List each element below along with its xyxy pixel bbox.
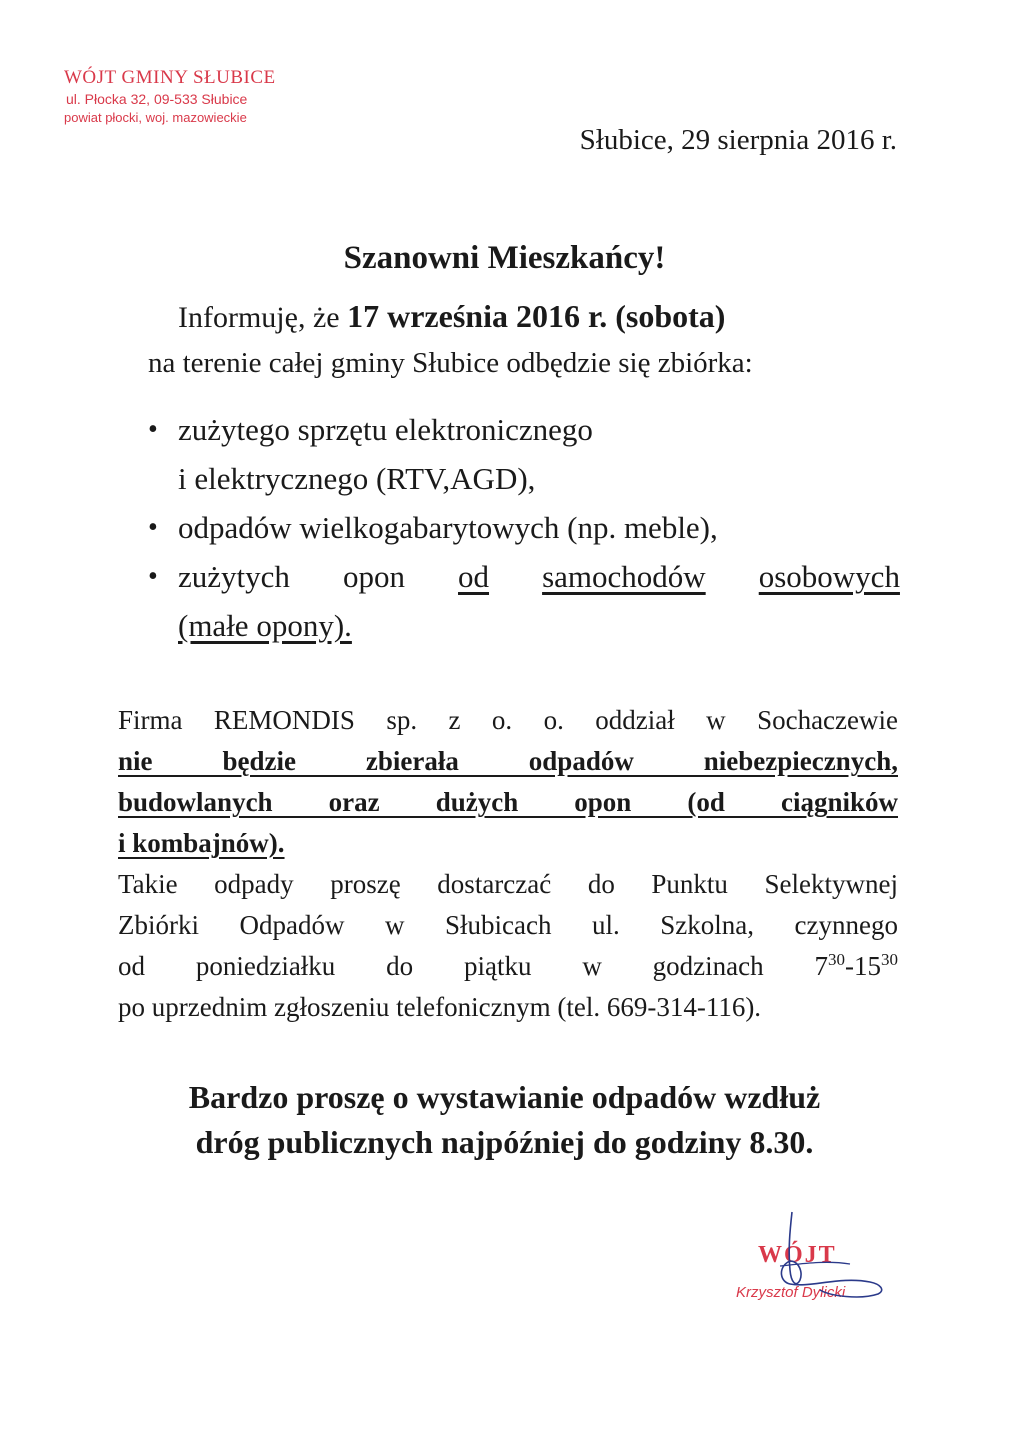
- opening-hours: [815, 951, 899, 981]
- list-item-text: zużytego sprzętu elektronicznego: [178, 412, 593, 447]
- letter-date: Słubice, 29 sierpnia 2016 r.: [579, 124, 897, 156]
- hours-start: 7: [814, 951, 828, 981]
- list-item: [148, 552, 900, 650]
- signature-block: [730, 1210, 900, 1320]
- stamp-title: WÓJT GMINY SŁUBICE: [64, 67, 276, 88]
- list-item-line: [178, 552, 900, 601]
- list-item-text: i elektrycznego (RTV,AGD),: [178, 461, 536, 496]
- stamp-county: powiat płocki, woj. mazowieckie: [64, 110, 247, 125]
- greeting-heading: Szanowni Mieszkańcy!: [343, 240, 666, 276]
- list-item: [148, 503, 900, 552]
- final-line: Bardzo proszę o wystawianie odpadów wzdłuż: [188, 1079, 821, 1115]
- list-item-text: odpadów wielkogabarytowych (np. meble),: [178, 510, 718, 545]
- notice-hours-text: od poniedziałku do piątku w godzinach: [118, 951, 764, 981]
- notice-bold-line: nie będzie zbierała odpadów niebezpiecznych,: [118, 746, 898, 776]
- notice-bold-line: i kombajnów).: [118, 828, 285, 858]
- notice-paragraph: [118, 700, 898, 1028]
- office-stamp: [64, 66, 276, 127]
- notice-bold-line: budowlanych oraz dużych opon (od ciągników: [118, 787, 898, 817]
- signature-stamp-name: Krzysztof Dylicki: [736, 1284, 846, 1301]
- final-request: [0, 1075, 1009, 1165]
- intro-prefix: Informuję, że: [178, 301, 348, 334]
- notice-line: Takie odpady proszę dostarczać do Punktu Selektywnej: [118, 869, 898, 899]
- signature-stamp-title: WÓJT: [758, 1242, 837, 1268]
- hours-end-min: 30: [881, 950, 898, 969]
- notice-line: po uprzednim zgłoszeniu telefonicznym (tel. 669-314-116).: [118, 992, 762, 1022]
- final-line: dróg publicznych najpóźniej do godziny 8.30.: [195, 1124, 814, 1160]
- hours-end: -15: [845, 951, 881, 981]
- notice-line: Zbiórki Odpadów w Słubicach ul. Szkolna, czynnego: [118, 910, 898, 940]
- list-word: opon: [342, 559, 405, 594]
- intro-line: [178, 298, 725, 335]
- list-word: od: [458, 559, 490, 594]
- list-word: osobowych: [758, 559, 900, 594]
- collection-date: 17 września 2016 r. (sobota): [347, 298, 726, 334]
- collection-list: [148, 405, 900, 650]
- list-word: samochodów: [542, 559, 706, 594]
- notice-line: Firma REMONDIS sp. z o. o. oddział w Sochaczewie: [118, 705, 898, 735]
- intro-line-2: na terenie całej gminy Słubice odbędzie się zbiórka:: [148, 347, 753, 379]
- stamp-address: ul. Płocka 32, 09-533 Słubice: [66, 91, 248, 107]
- list-item: [148, 405, 900, 503]
- notice-hours-line: [118, 946, 898, 987]
- hours-start-min: 30: [828, 950, 845, 969]
- list-word: • zużytych: [178, 559, 290, 594]
- list-item-text: (małe opony).: [178, 608, 352, 643]
- handwritten-signature-icon: [730, 1210, 900, 1320]
